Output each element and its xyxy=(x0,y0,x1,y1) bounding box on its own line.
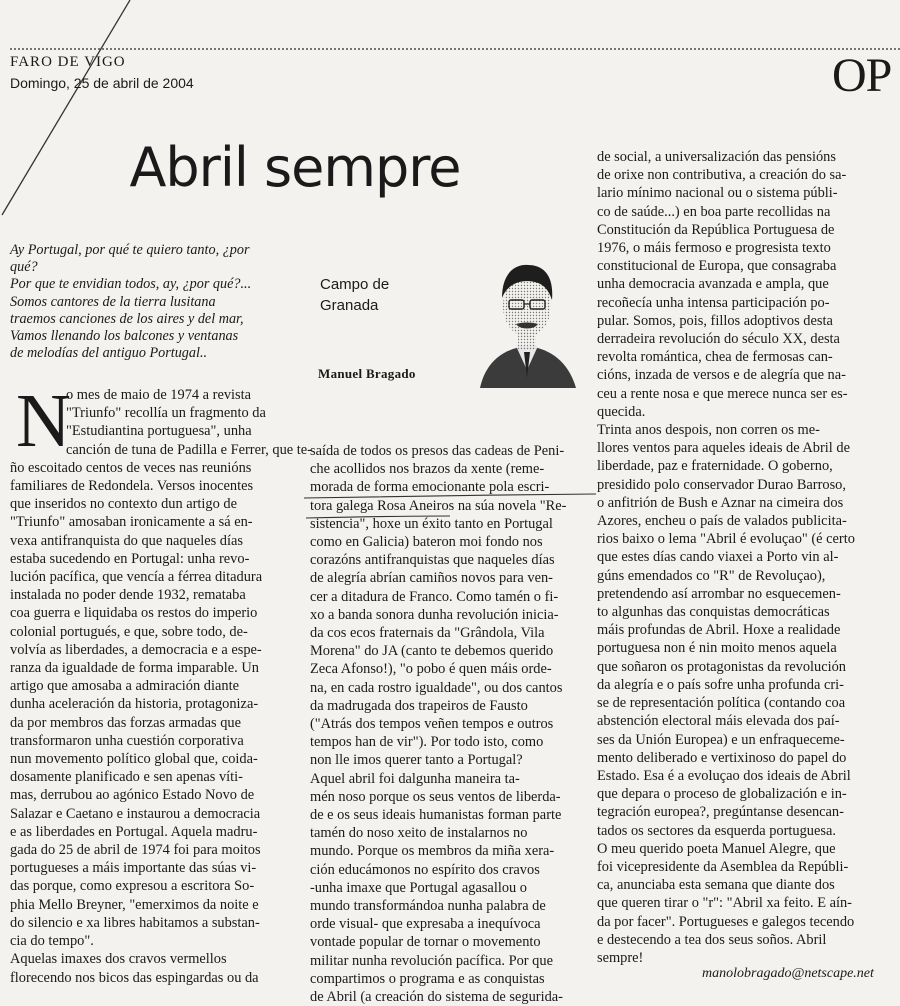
text-line: da cos ecos fraternais da "Grândola, Vila xyxy=(310,625,545,642)
text-line: unha democracia avanzada e ampla, que xyxy=(597,276,829,293)
text-line: vontade popular de tornar o movemento xyxy=(310,934,541,951)
text-line: transformaron unha cuestión corporativa xyxy=(10,732,244,749)
text-line: foi vicepresidente da Asemblea da Repúbli- xyxy=(597,858,849,875)
text-line: o anfitrión de Bush e Aznar na cimeira dos xyxy=(597,494,844,511)
text-line: da madrugada dos trapeiros de Fausto xyxy=(310,697,528,714)
text-line: -unha imaxe que Portugal agasallou o xyxy=(310,879,527,896)
text-line: que depara o proceso de globalización e in- xyxy=(597,786,847,803)
text-line: corazóns antifranquistas que naqueles días xyxy=(310,552,555,569)
text-line: Zeca Afonso!), "o pobo é quen máis orde- xyxy=(310,661,552,678)
text-line: cións, inzada de versos e de alegría que na- xyxy=(597,367,846,384)
text-line: instalada no poder dende 1932, remataba xyxy=(10,587,246,604)
text-line: tados os sectores da esquerda portuguesa. xyxy=(597,822,836,839)
text-line: ("Atrás dos tempos veñen tempos e outros xyxy=(310,716,554,733)
text-line: liberdade, paz e fraternidade. O goberno, xyxy=(597,458,833,475)
text-line: máis profundas de Abril. Hoxe a realidade xyxy=(597,622,841,639)
text-line: abstención electoral máis elevada dos paí- xyxy=(597,713,840,730)
text-line: sempre! xyxy=(597,949,644,966)
text-line: Trinta anos despois, non corren os me- xyxy=(597,422,820,439)
text-line: o mes de maio de 1974 a revista xyxy=(66,387,252,403)
text-line: que soñaron os protagonistas da revolución xyxy=(597,658,846,675)
text-line: recoñecía unha intensa participación po- xyxy=(597,294,830,311)
text-line: mundo. Porque os membros da miña xera- xyxy=(310,843,555,860)
text-line: como en Galicia) bateron moi fondo nos xyxy=(310,534,543,551)
text-line: volvía as liberdades, a democracia e a espe- xyxy=(10,641,262,658)
text-line: da por facer". Portugueses e galegos tecendo xyxy=(597,913,855,930)
text-line: ño escoitado centos de veces nas reunións xyxy=(10,459,252,476)
text-line: coa guerra e liquidaba os restos do imperio xyxy=(10,605,258,622)
text-line: mento deliberado e vertixinoso do papel do xyxy=(597,749,847,766)
text-line: to algunhas das conquistas democráticas xyxy=(597,604,830,621)
text-line: ceu a rente nosa e que merece nunca ser es- xyxy=(597,385,848,402)
text-line: portugueses a máis importante das súas vi- xyxy=(10,860,257,877)
text-line: pular. Somos, pois, fillos adoptivos desta xyxy=(597,312,833,329)
text-line: sistencia", hoxe un éxito tanto en Portugal xyxy=(310,515,553,532)
text-line: co de saúde...) en boa parte recollidas na xyxy=(597,203,831,220)
text-line: das porque, como expresou a escritora So- xyxy=(10,878,255,895)
text-line: colonial portugués, e que, sobre todo, de- xyxy=(10,623,248,640)
text-line: cer a ditadura de Franco. Como tamén o fi- xyxy=(310,588,559,605)
author-photo xyxy=(472,248,582,388)
text-line: nun movemento político global que, coida- xyxy=(10,751,258,768)
article-title: Abril sempre xyxy=(129,136,461,199)
text-line: Aquel abril foi dalgunha maneira ta- xyxy=(310,770,520,787)
author-email: manolobragado@netscape.net xyxy=(702,966,874,981)
text-line: saída de todos os presos das cadeas de Peni- xyxy=(310,443,565,459)
text-line: Morena" do JA (canto te debemos querido xyxy=(310,643,554,660)
pen-underline-marks xyxy=(300,478,600,524)
column-1 xyxy=(10,379,312,987)
text-line: artigo que amosaba a admiración diante xyxy=(10,678,239,695)
text-line: presidido polo conservador Durao Barroso, xyxy=(597,476,846,493)
text-line: non lle imos querer tanto a Portugal? xyxy=(310,752,523,769)
text-line: de melodías del antiguo Portugal.. xyxy=(10,345,208,362)
author-byline: Manuel Bragado xyxy=(318,366,416,381)
text-line: que queren tirar o "r": "Abril xa feito. E aín- xyxy=(597,895,852,912)
text-line: che acollidos nos brazos da xente (reme- xyxy=(310,461,545,478)
text-line: Somos cantores de la tierra lusitana xyxy=(10,293,216,310)
text-line: se de representación política (contando coa xyxy=(597,695,846,712)
text-line: "Triunfo" recollía un fragmento da xyxy=(66,405,266,422)
column-3 xyxy=(597,148,897,967)
text-line: de social, a universalización das pensións xyxy=(597,149,836,165)
text-line: de alegría abrían camiños novos para ven- xyxy=(310,570,553,587)
text-line: Ay Portugal, por qué te quiero tanto, ¿por xyxy=(10,242,250,258)
text-line: "Estudiantina portuguesa", unha xyxy=(66,423,252,440)
text-line: Estado. Esa é a evoluçao dos ideais de Abril xyxy=(597,767,851,784)
text-line: ses da Unión Europea) e un enfraqueceme- xyxy=(597,731,845,748)
text-line: ca, anunciaba esta semana que diante dos xyxy=(597,877,835,894)
column-name xyxy=(320,274,389,316)
top-dotted-rule xyxy=(10,48,900,50)
text-line: dosamente planificado e sen apenas víti- xyxy=(10,769,243,786)
text-line: na, en cada rostro igualdade", ou dos cantos xyxy=(310,679,563,696)
column-name-line: Campo de xyxy=(320,276,390,293)
text-line: revolta romántica, chea de fermosas can- xyxy=(597,349,833,366)
text-line: mundo transformándoa nunha palabra de xyxy=(310,898,546,915)
text-line: xo a banda sonora dunha revolución inicia- xyxy=(310,606,559,623)
text-line: militar nunha revolución pacífica. Por que xyxy=(310,952,553,969)
text-line: Constitución da República Portuguesa de xyxy=(597,221,835,238)
text-line: que estes días cando viaxei a Porto vin al- xyxy=(597,549,839,566)
text-line: "Triunfo" amosaban ironicamente a sá en- xyxy=(10,514,253,531)
text-line: ranza da igualdade de forma imparable. Un xyxy=(10,660,259,677)
drop-cap: N xyxy=(16,379,71,463)
text-line: quecida. xyxy=(597,403,646,420)
text-line: ción educámonos no espírito dos cravos xyxy=(310,861,540,878)
text-line: qué? xyxy=(10,259,38,276)
text-line: lario mínimo nacional ou o sistema públi- xyxy=(597,185,838,202)
text-line: mas, derrubou ao agónico Estado Novo de xyxy=(10,787,255,804)
text-line: do silencio e xa libres habitamos a substan- xyxy=(10,914,260,931)
text-line: canción de tuna de Padilla e Ferrer, que te- xyxy=(66,441,312,458)
text-line: de orixe non contributiva, a creación do sa- xyxy=(597,167,847,184)
text-line: phia Mello Breyner, "emerximos da noite e xyxy=(10,896,259,913)
section-label: OP xyxy=(832,49,892,102)
epigraph xyxy=(10,242,300,362)
text-line: constitucional de Europa, que consagraba xyxy=(597,258,837,275)
text-line: tempos han de vir"). Por todo isto, como xyxy=(310,734,544,751)
text-line: tamén do noso xeito de instalarnos no xyxy=(310,825,528,842)
text-line: lución pacífica, que vencía a férrea ditadura xyxy=(10,569,263,586)
text-line: e as liberdades en Portugal. Aquela madru- xyxy=(10,823,258,840)
text-line: da por membros das forzas armadas que xyxy=(10,714,241,731)
text-line: de e os seus ideais humanistas forman parte xyxy=(310,807,562,824)
text-line: tora galega Rosa Aneiros na súa novela "Re- xyxy=(310,497,567,514)
text-line: familiares de Redondela. Versos inocentes xyxy=(10,478,254,495)
text-line: dunha aceleración da historia, protagoniza- xyxy=(10,696,259,713)
text-line: compartimos o programa e as conquistas xyxy=(310,970,545,987)
text-line: gada do 25 de abril de 1974 foi para moitos xyxy=(10,842,261,859)
text-line: florecendo nos bicos das espingardas ou da xyxy=(10,969,259,986)
text-line: traemos canciones de los aires y del mar, xyxy=(10,310,244,327)
text-line: mén noso porque os seus ventos de liberda- xyxy=(310,788,561,805)
text-line: Salazar e Caetano e instaurou a democracia xyxy=(10,805,261,822)
text-line: cia do tempo". xyxy=(10,933,94,950)
text-line: 1976, o máis fermoso e progresista texto xyxy=(597,240,831,257)
text-line: e destecendo a tea dos seus soños. Abril xyxy=(597,931,827,948)
text-line: orde visual- que expresaba a inequívoca xyxy=(310,916,541,933)
masthead: FARO DE VIGO xyxy=(10,54,126,70)
text-line: llores ventos para aqueles ideais de Abril de xyxy=(597,440,850,457)
text-line: da alegría e o país sofre unha profunda cri- xyxy=(597,676,844,693)
text-line: pretendendo así arrombar no esquecemen- xyxy=(597,585,841,602)
text-line: de Abril (a creación do sistema de segurida- xyxy=(310,989,563,1006)
text-line: estaba sucedendo en Portugal: unha revo- xyxy=(10,550,250,567)
text-line: portuguesa non é nin moito menos aquela xyxy=(597,640,837,657)
text-line: gúns emendados co "R" de Revoluçao), xyxy=(597,567,826,584)
text-line: Azores, encheu o país de valados publicita- xyxy=(597,513,847,530)
text-line: morada de forma emocionante pola escri- xyxy=(310,479,550,496)
column-2 xyxy=(310,442,595,1006)
text-line: rios baixo o lema "Abril é evoluçao" (é certo xyxy=(597,531,855,548)
text-line: Vamos llenando los balcones y ventanas xyxy=(10,328,239,345)
text-line: Por que te envidian todos, ay, ¿por qué?... xyxy=(10,276,252,293)
text-line: derradeira revolución do século XX, desta xyxy=(597,331,840,348)
text-line: que inseridos no contexto dun artigo de xyxy=(10,496,238,513)
text-line: O meu querido poeta Manuel Alegre, que xyxy=(597,840,836,857)
text-line: Aquelas imaxes dos cravos vermellos xyxy=(10,951,227,968)
text-line: vexa antifranquista do que naqueles días xyxy=(10,532,243,549)
publication-date: Domingo, 25 de abril de 2004 xyxy=(10,75,194,91)
column-name-line: Granada xyxy=(320,297,379,314)
text-line: tegración europea?, pregúntanse desencan- xyxy=(597,804,844,821)
